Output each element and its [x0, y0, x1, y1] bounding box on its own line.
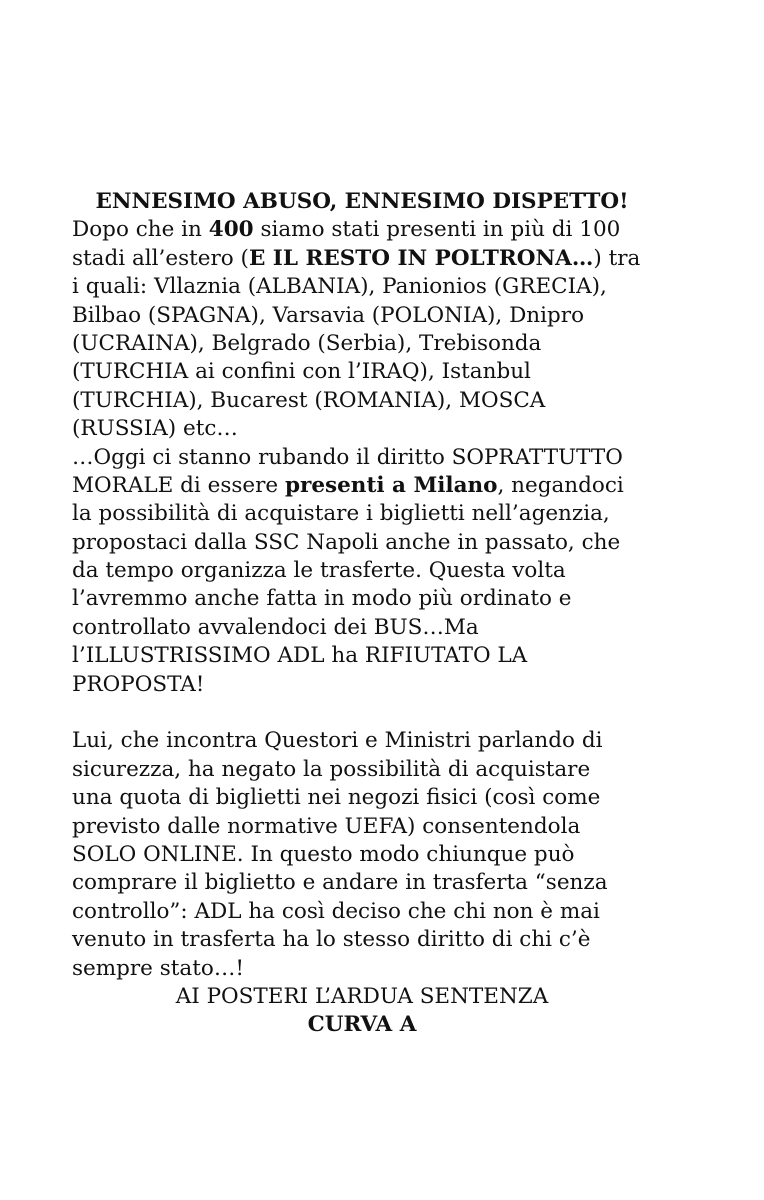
- bold-phrase: E IL RESTO IN POLTRONA…: [248, 245, 594, 271]
- text-line: una quota di biglietti nei negozi fisici (così come: [72, 785, 601, 811]
- paragraph-3: [72, 727, 712, 983]
- text-line: [72, 216, 712, 244]
- text-line: …Oggi ci stanno rubando il diritto SOPRATTUTTO: [72, 444, 623, 470]
- text-line: Lui, che incontra Questori e Ministri parlando di: [72, 728, 603, 754]
- text-line: (TURCHIA), Bucarest (ROMANIA), MOSCA: [72, 387, 546, 413]
- text-line: da tempo organizza le trasferte. Questa volta: [72, 558, 566, 584]
- text-run: siamo stati presenti in più di 100: [253, 217, 621, 243]
- text-line: sicurezza, ha negato la possibilità di acquistare: [72, 756, 591, 782]
- text-line: controllo”: ADL ha così deciso che chi non è mai: [72, 898, 600, 924]
- bold-phrase: presenti a Milano: [284, 472, 498, 498]
- text-run: MORALE di essere: [72, 472, 285, 498]
- text-line: (UCRAINA), Belgrado (Serbia), Trebisonda: [72, 330, 542, 356]
- text-line: (RUSSIA) etc…: [72, 416, 238, 442]
- text-line: [72, 472, 712, 500]
- text-line: controllato avvalendoci dei BUS…Ma: [72, 614, 479, 640]
- paragraph-2: [72, 444, 712, 700]
- text-line: comprare il biglietto e andare in trasferta “senza: [72, 870, 608, 896]
- text-run: stadi all’estero (: [72, 245, 249, 271]
- text-line: i quali: Vllaznia (ALBANIA), Panionios (GRECIA),: [72, 274, 607, 300]
- text-line: previsto dalle normative UEFA) consentendola: [72, 813, 581, 839]
- text-run: Dopo che in: [72, 217, 209, 243]
- text-line: sempre stato…!: [72, 955, 244, 981]
- text-line: l’avremmo anche fatta in modo più ordinato e: [72, 586, 572, 612]
- signature: CURVA A: [307, 1012, 417, 1038]
- closing-line: AI POSTERI L’ARDUA SENTENZA: [175, 983, 549, 1009]
- text-line: venuto in trasferta ha lo stesso diritto di chi c’è: [72, 927, 591, 953]
- document-title: ENNESIMO ABUSO, ENNESIMO DISPETTO!: [95, 189, 629, 214]
- text-line: SOLO ONLINE. In questo modo chiunque può: [72, 841, 575, 867]
- text-line: PROPOSTA!: [72, 671, 205, 697]
- bold-number: 400: [208, 217, 254, 243]
- text-run: , negandoci: [497, 472, 624, 498]
- text-line: Bilbao (SPAGNA), Varsavia (POLONIA), Dnipro: [72, 302, 585, 328]
- text-line: (TURCHIA ai confini con l’IRAQ), Istanbul: [72, 359, 531, 385]
- statement-document: [72, 188, 712, 1040]
- paragraph-1: [72, 216, 712, 443]
- text-line: la possibilità di acquistare i biglietti nell’agenzia,: [72, 501, 610, 527]
- text-line: propostaci dalla SSC Napoli anche in passato, che: [72, 529, 621, 555]
- text-line: [72, 245, 712, 273]
- text-line: l’ILLUSTRISSIMO ADL ha RIFIUTATO LA: [72, 643, 528, 669]
- text-run: ) tra: [593, 245, 641, 271]
- paragraph-spacer: [72, 699, 712, 727]
